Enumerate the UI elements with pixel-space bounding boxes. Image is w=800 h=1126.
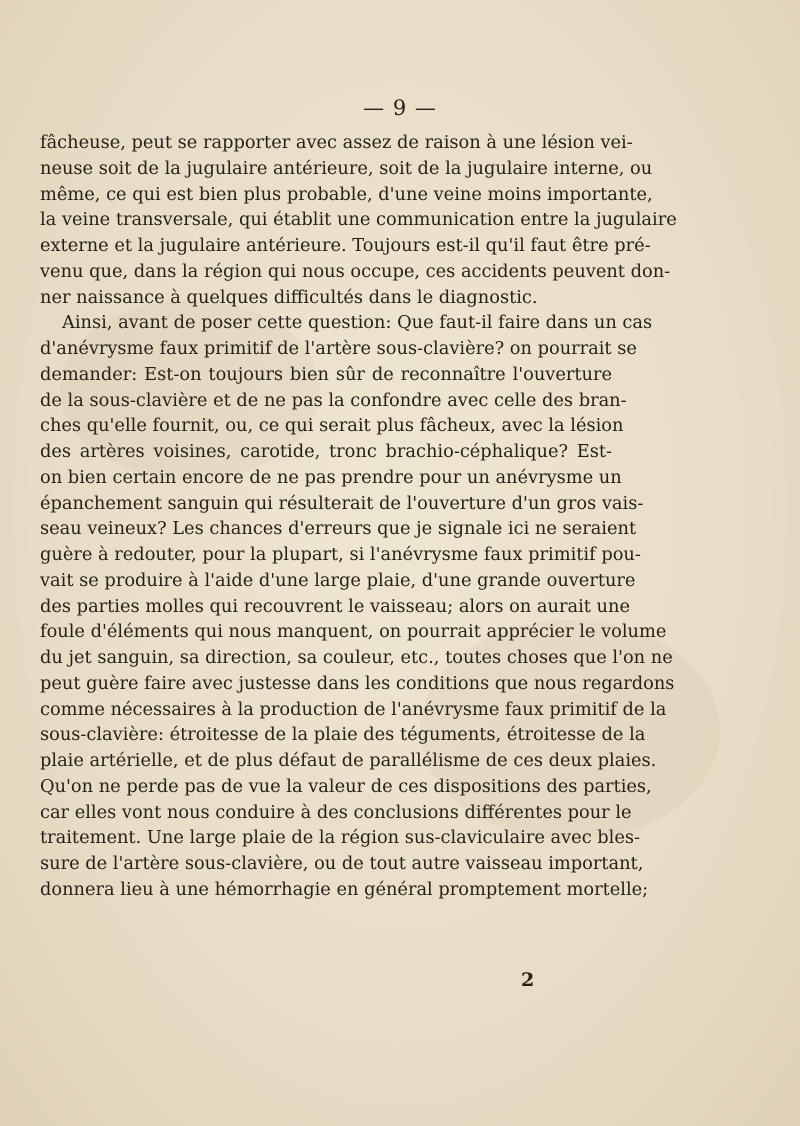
text-line: peut guère faire avec justesse dans les conditions que nous regardons <box>40 672 675 694</box>
page-number: — 9 — <box>363 96 437 120</box>
text-line: même, ce qui est bien plus probable, d'une veine moins importante, <box>40 183 653 205</box>
text-line: épanchement sanguin qui résulterait de l'ouverture d'un gros vais- <box>40 492 644 514</box>
text-line: foule d'éléments qui nous manquent, on pourrait apprécier le volume <box>40 621 667 643</box>
text-line: la veine transversale, qui établit une communication entre la jugulaire <box>40 209 677 231</box>
text-line: guère à redouter, pour la plupart, si l'anévrysme faux primitif pou- <box>40 544 641 565</box>
text-line: comme nécessaires à la production de l'anévrysme faux primitif de la <box>40 698 667 720</box>
text-line: du jet sanguin, sa direction, sa couleur, etc., toutes choses que l'on ne <box>40 647 673 668</box>
text-line: de la sous-clavière et de ne pas la confondre avec celle des bran- <box>40 389 627 411</box>
text-line: des parties molles qui recouvrent le vaisseau; alors on aurait une <box>40 595 630 617</box>
text-line: venu que, dans la région qui nous occupe, ces accidents peuvent don- <box>40 260 671 282</box>
signature-mark: 2 <box>521 969 535 991</box>
text-line: vait se produire à l'aide d'une large plaie, d'une grande ouverture <box>40 569 636 591</box>
text-line: demander: Est-on toujours bien sûr de reconnaître l'ouverture <box>40 363 612 385</box>
text-line: des artères voisines, carotide, tronc brachio-céphalique? Est- <box>40 441 612 462</box>
text-line: Qu'on ne perde pas de vue la valeur de ces dispositions des parties, <box>40 775 652 797</box>
text-line: car elles vont nous conduire à des conclusions différentes pour le <box>40 801 632 823</box>
text-line: ches qu'elle fournit, ou, ce qui serait plus fâcheux, avec la lésion <box>40 415 624 437</box>
text-line: fâcheuse, peut se rapporter avec assez de raison à une lésion vei- <box>40 132 633 153</box>
text-line: externe et la jugulaire antérieure. Toujours est-il qu'il faut être pré- <box>40 235 651 256</box>
text-line: donnera lieu à une hémorrhagie en général promptement mortelle; <box>40 878 649 900</box>
text-line: on bien certain encore de ne pas prendre pour un anévrysme un <box>40 466 622 488</box>
text-line: plaie artérielle, et de plus défaut de parallélisme de ces deux plaies. <box>40 750 657 771</box>
text-line: neuse soit de la jugulaire antérieure, soit de la jugulaire interne, ou <box>40 157 653 179</box>
text-line: ner naissance à quelques difficultés dans le diagnostic. <box>40 286 538 308</box>
text-line: d'anévrysme faux primitif de l'artère sous-clavière? on pourrait se <box>40 338 637 359</box>
body-text <box>40 130 677 903</box>
text-line: sous-clavière: étroitesse de la plaie des téguments, étroitesse de la <box>40 724 646 746</box>
text-line: seau veineux? Les chances d'erreurs que je signale ici ne seraient <box>40 518 637 540</box>
paragraph-first-line: Ainsi, avant de poser cette question: Que faut-il faire dans un cas <box>62 312 653 334</box>
text-line: traitement. Une large plaie de la région sus-claviculaire avec bles- <box>40 827 641 849</box>
text-line: sure de l'artère sous-clavière, ou de tout autre vaisseau important, <box>40 853 644 874</box>
